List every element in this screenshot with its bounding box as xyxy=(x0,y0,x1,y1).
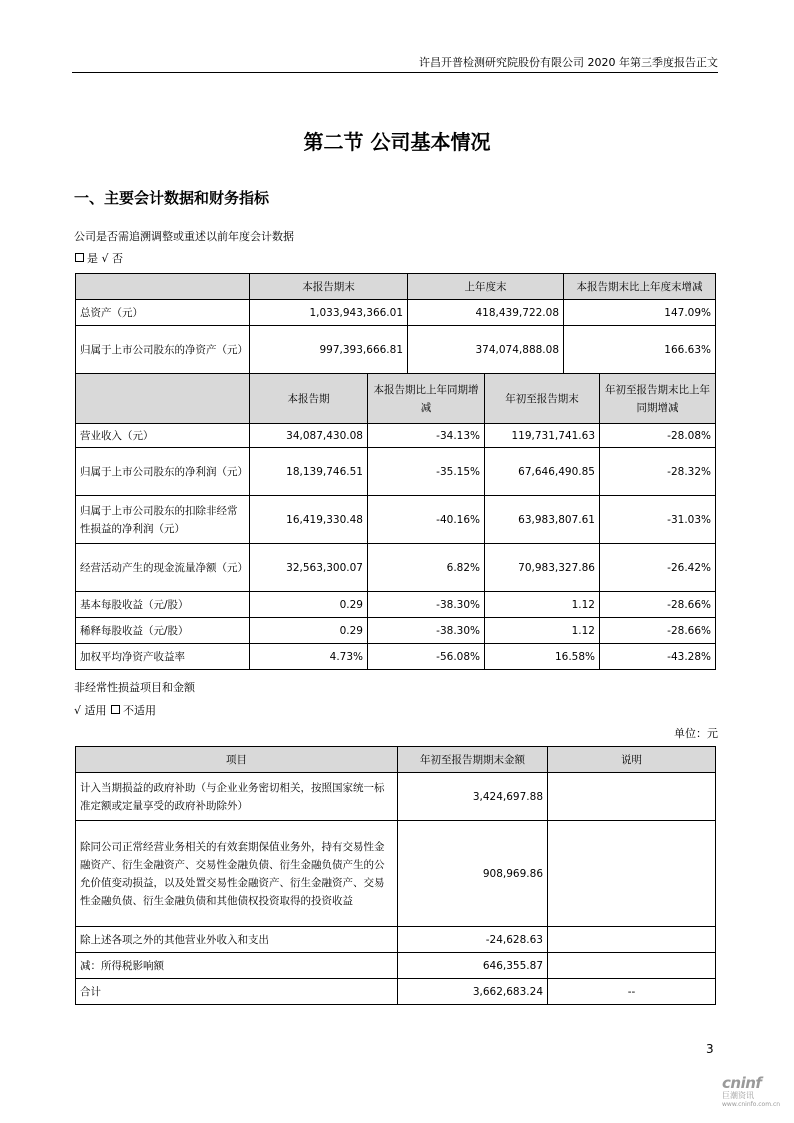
cell-value: -31.03% xyxy=(600,496,716,544)
row-label: 经营活动产生的现金流量净额（元） xyxy=(76,544,250,592)
item-label: 除同公司正常经营业务相关的有效套期保值业务外，持有交易性金融资产、衍生金融资产、交易性金融负债、衍生金融负债产生的公允价值变动损益，以及处置交易性金融资产、衍生金融资产、交易性金融负债、衍生金融负债和其他债权投资取得的投资收益 xyxy=(76,821,398,927)
cell-value: 1.12 xyxy=(485,618,600,644)
item-note xyxy=(548,927,716,953)
item-label: 除上述各项之外的其他营业外收入和支出 xyxy=(76,927,398,953)
table-row xyxy=(76,326,716,374)
page-number: 3 xyxy=(706,1042,714,1056)
cell-value: -28.66% xyxy=(600,592,716,618)
cell-value: 63,983,807.61 xyxy=(485,496,600,544)
logo-brand: cninf xyxy=(722,1074,762,1092)
table-row xyxy=(76,773,716,821)
table1-header-1: 本报告期末 xyxy=(250,274,408,300)
table-row xyxy=(76,592,716,618)
table2-header-1: 项目 xyxy=(76,747,398,773)
table-row xyxy=(76,618,716,644)
item-note xyxy=(548,773,716,821)
restate-no: √ 否 xyxy=(101,252,124,265)
logo-url: www.cninfo.com.cn xyxy=(722,1101,781,1108)
restate-question: 公司是否需追溯调整或重述以前年度会计数据 xyxy=(74,230,294,243)
table-row xyxy=(76,448,716,496)
cell-value: 67,646,490.85 xyxy=(485,448,600,496)
table2-header-2: 年初至报告期期末金额 xyxy=(398,747,548,773)
unit-label: 单位：元 xyxy=(674,727,718,740)
row-label: 归属于上市公司股东的净资产（元） xyxy=(76,326,250,374)
cell-value: -28.08% xyxy=(600,424,716,448)
applicable-options xyxy=(74,704,156,718)
checkbox-icon xyxy=(75,253,84,262)
row-label: 归属于上市公司股东的净利润（元） xyxy=(76,448,250,496)
applicable-yes: √ 适用 xyxy=(74,704,107,717)
cell-value: -43.28% xyxy=(600,644,716,670)
cell-value: -38.30% xyxy=(368,618,485,644)
table2-header-3: 说明 xyxy=(548,747,716,773)
nonrecurring-title: 非经常性损益项目和金额 xyxy=(74,681,195,694)
item-note: -- xyxy=(548,979,716,1005)
table-row xyxy=(76,300,716,326)
restate-options xyxy=(74,252,123,266)
cell-value: 0.29 xyxy=(250,618,368,644)
page-header: 许昌开普检测研究院股份有限公司 2020 年第三季度报告正文 xyxy=(72,56,718,73)
header-blank xyxy=(76,374,250,424)
item-amount: 908,969.86 xyxy=(398,821,548,927)
cell-value: 374,074,888.08 xyxy=(408,326,564,374)
cell-value: 119,731,741.63 xyxy=(485,424,600,448)
item-label: 减：所得税影响额 xyxy=(76,953,398,979)
row-label: 加权平均净资产收益率 xyxy=(76,644,250,670)
row-label: 稀释每股收益（元/股） xyxy=(76,618,250,644)
item-note xyxy=(548,953,716,979)
table-row xyxy=(76,544,716,592)
cell-value: 997,393,666.81 xyxy=(250,326,408,374)
checkbox-icon xyxy=(111,705,120,714)
cell-value: -34.13% xyxy=(368,424,485,448)
applicable-no: 不适用 xyxy=(123,704,157,717)
subsection-title: 一、主要会计数据和财务指标 xyxy=(74,189,270,207)
cell-value: -28.32% xyxy=(600,448,716,496)
period-financials-table xyxy=(75,373,716,670)
table-row xyxy=(76,424,716,448)
item-label: 合计 xyxy=(76,979,398,1005)
cell-value: 6.82% xyxy=(368,544,485,592)
cell-value: 4.73% xyxy=(250,644,368,670)
cell-value: -28.66% xyxy=(600,618,716,644)
item-amount: -24,628.63 xyxy=(398,927,548,953)
cell-value: 16.58% xyxy=(485,644,600,670)
cell-value: 70,983,327.86 xyxy=(485,544,600,592)
cell-value: 147.09% xyxy=(564,300,716,326)
logo-cn: 巨潮资讯 xyxy=(722,1091,754,1100)
restate-yes: 是 xyxy=(87,252,98,265)
cell-value: 1,033,943,366.01 xyxy=(250,300,408,326)
cell-value: 18,139,746.51 xyxy=(250,448,368,496)
row-label: 归属于上市公司股东的扣除非经常性损益的净利润（元） xyxy=(76,496,250,544)
header-blank xyxy=(76,274,250,300)
table1-header-2: 上年度末 xyxy=(408,274,564,300)
table1-header2-1: 本报告期 xyxy=(250,374,368,424)
cell-value: 34,087,430.08 xyxy=(250,424,368,448)
table1-header-3: 本报告期末比上年度末增减 xyxy=(564,274,716,300)
nonrecurring-table xyxy=(75,746,716,1005)
table-row xyxy=(76,927,716,953)
item-amount: 646,355.87 xyxy=(398,953,548,979)
cell-value: -56.08% xyxy=(368,644,485,670)
cell-value: 16,419,330.48 xyxy=(250,496,368,544)
table1-header2-4: 年初至报告期末比上年同期增减 xyxy=(600,374,716,424)
item-label: 计入当期损益的政府补助（与企业业务密切相关，按照国家统一标准定额或定量享受的政府补助除外） xyxy=(76,773,398,821)
cell-value: 166.63% xyxy=(564,326,716,374)
table-row xyxy=(76,496,716,544)
cell-value: 1.12 xyxy=(485,592,600,618)
item-note xyxy=(548,821,716,927)
cell-value: 418,439,722.08 xyxy=(408,300,564,326)
cell-value: -38.30% xyxy=(368,592,485,618)
table-row xyxy=(76,821,716,927)
table-row xyxy=(76,644,716,670)
cell-value: 0.29 xyxy=(250,592,368,618)
key-financials-table xyxy=(75,273,716,374)
item-amount: 3,662,683.24 xyxy=(398,979,548,1005)
table1-header2-3: 年初至报告期末 xyxy=(485,374,600,424)
item-amount: 3,424,697.88 xyxy=(398,773,548,821)
table1-header2-2: 本报告期比上年同期增减 xyxy=(368,374,485,424)
section-title: 第二节 公司基本情况 xyxy=(303,130,491,154)
table-row xyxy=(76,953,716,979)
cell-value: -26.42% xyxy=(600,544,716,592)
cell-value: 32,563,300.07 xyxy=(250,544,368,592)
cell-value: -40.16% xyxy=(368,496,485,544)
row-label: 总资产（元） xyxy=(76,300,250,326)
cell-value: -35.15% xyxy=(368,448,485,496)
cninfo-logo xyxy=(722,1074,792,1114)
row-label: 营业收入（元） xyxy=(76,424,250,448)
row-label: 基本每股收益（元/股） xyxy=(76,592,250,618)
table-row xyxy=(76,979,716,1005)
